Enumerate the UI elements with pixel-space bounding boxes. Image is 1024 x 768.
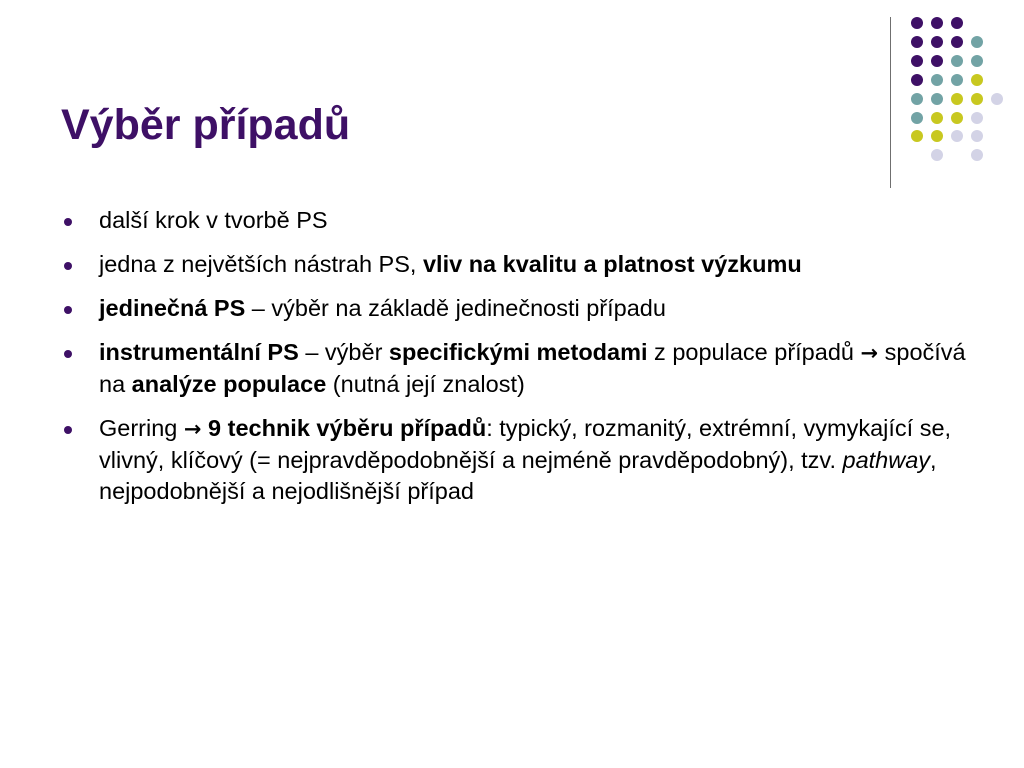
decorative-dot: [951, 36, 963, 48]
decorative-dot: [911, 112, 923, 124]
decorative-dot: [971, 130, 983, 142]
text-segment: – výběr: [298, 339, 389, 365]
decorative-dot: [951, 93, 963, 105]
bullet-dot-icon: [64, 426, 72, 434]
text-segment: z populace případů: [647, 339, 861, 365]
text-segment: další krok v tvorbě PS: [99, 207, 328, 233]
decorative-dot: [911, 17, 923, 29]
text-segment: , nejpodobnější a nejodlišnější případ: [99, 447, 937, 504]
bullet-item: [60, 413, 980, 507]
decorative-dot: [931, 36, 943, 48]
decorative-dot: [951, 112, 963, 124]
decorative-dot: [971, 55, 983, 67]
decorative-dot: [911, 36, 923, 48]
decorative-dot: [971, 36, 983, 48]
decorative-dot: [951, 130, 963, 142]
text-segment: – výběr na základě jedinečnosti případu: [245, 295, 666, 321]
bullet-list: [60, 205, 980, 520]
bullet-item: [60, 293, 980, 324]
bold-text: analýze populace: [131, 371, 327, 397]
decorative-dot: [931, 17, 943, 29]
decorative-dot: [951, 74, 963, 86]
text-segment: (nutná její znalost): [326, 371, 525, 397]
bullet-dot-icon: [64, 350, 72, 358]
decorative-dot: [971, 112, 983, 124]
decorative-dot: [931, 149, 943, 161]
bullet-dot-icon: [64, 306, 72, 314]
bullet-item: [60, 249, 980, 280]
bullet-text: [99, 295, 666, 321]
text-segment: jedna z největších nástrah PS,: [99, 251, 423, 277]
bullet-item: [60, 337, 980, 400]
decorative-dot: [931, 112, 943, 124]
slide-title: Výběr případů: [61, 101, 351, 149]
decorative-dot: [931, 74, 943, 86]
bullet-item: [60, 205, 980, 236]
right-arrow-icon: →: [860, 341, 879, 365]
decorative-dot: [911, 55, 923, 67]
bullet-text: [99, 251, 802, 277]
decorative-dot: [971, 93, 983, 105]
bullet-dot-icon: [64, 262, 72, 270]
decorative-dot: [951, 55, 963, 67]
decorative-dot: [971, 74, 983, 86]
decorative-dot: [911, 74, 923, 86]
decorative-dot: [931, 130, 943, 142]
bold-text: jedinečná PS: [99, 295, 246, 321]
bold-text: specifickými metodami: [388, 339, 648, 365]
text-segment: spočívá na: [99, 339, 966, 397]
decorative-dot: [931, 93, 943, 105]
italic-text: pathway: [842, 447, 931, 473]
text-segment: Gerring: [99, 415, 184, 441]
decorative-dot: [911, 93, 923, 105]
decorative-dot: [971, 149, 983, 161]
text-segment: : typický, rozmanitý, extrémní, vymykající se, vlivný, klíčový (= nejpravděpodobnější a nejméně pravděpodobný), tzv.: [99, 415, 952, 473]
bold-text: instrumentální PS: [99, 339, 299, 365]
vertical-divider: [890, 17, 891, 188]
decorative-dot: [991, 93, 1003, 105]
bold-text: vliv na kvalitu a platnost výzkumu: [422, 251, 802, 277]
bullet-text: [99, 415, 951, 504]
bullet-dot-icon: [64, 218, 72, 226]
right-arrow-icon: →: [183, 417, 202, 441]
bold-text: 9 technik výběru případů: [208, 415, 487, 441]
decorative-dot: [951, 17, 963, 29]
bullet-text: [99, 207, 328, 233]
decorative-dot: [931, 55, 943, 67]
decorative-dot: [911, 130, 923, 142]
bullet-text: [99, 339, 966, 397]
